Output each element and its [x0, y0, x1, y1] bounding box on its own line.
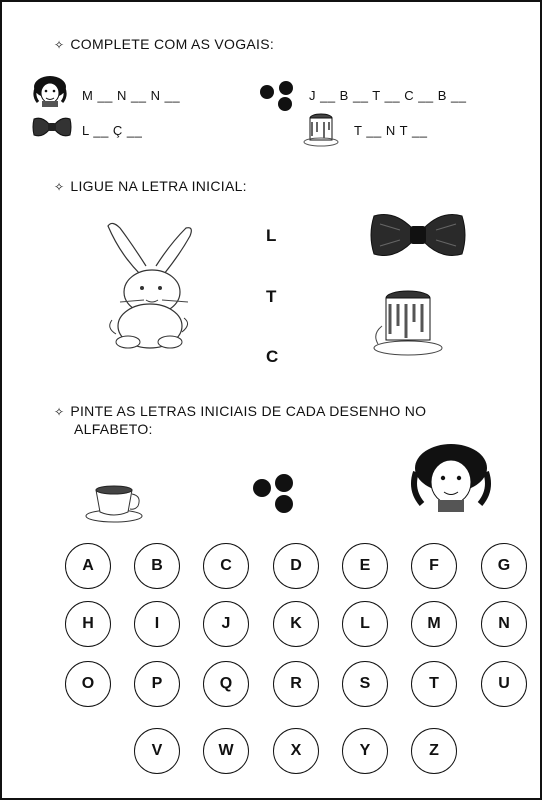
coffee-cup-icon	[84, 478, 148, 524]
alphabet-letter-o[interactable]: O	[65, 661, 111, 707]
bow-tie-icon	[32, 116, 72, 138]
paint-can-icon	[302, 110, 340, 148]
match-letter-t[interactable]: T	[266, 287, 277, 306]
bullet-icon: ✧	[54, 38, 65, 52]
alphabet-letter-x[interactable]: X	[273, 728, 319, 774]
alphabet-letter-j[interactable]: J	[203, 601, 249, 647]
girl-face-large-icon	[410, 442, 492, 514]
alphabet-letter-s[interactable]: S	[342, 661, 388, 707]
match-letter-l[interactable]: L	[266, 226, 277, 245]
match-letter-c[interactable]: C	[266, 347, 279, 366]
bullet-icon: ✧	[54, 405, 65, 419]
alphabet-letter-p[interactable]: P	[134, 661, 180, 707]
alphabet-letter-k[interactable]: K	[273, 601, 319, 647]
alphabet-letter-q[interactable]: Q	[203, 661, 249, 707]
alphabet-letter-i[interactable]: I	[134, 601, 180, 647]
alphabet-letter-f[interactable]: F	[411, 543, 457, 589]
bow-tie-large-icon	[370, 210, 466, 260]
alphabet-letter-z[interactable]: Z	[411, 728, 457, 774]
alphabet-letter-b[interactable]: B	[134, 543, 180, 589]
alphabet-letter-c[interactable]: C	[203, 543, 249, 589]
section1-heading: ✧ COMPLETE COM AS VOGAIS:	[54, 36, 275, 52]
section3-heading: ✧ PINTE AS LETRAS INICIAIS DE CADA DESENHO NO	[54, 403, 427, 419]
rabbit-icon	[100, 214, 200, 354]
alphabet-letter-u[interactable]: U	[481, 661, 527, 707]
alphabet-letter-h[interactable]: H	[65, 601, 111, 647]
alphabet-letter-r[interactable]: R	[273, 661, 319, 707]
alphabet-letter-d[interactable]: D	[273, 543, 319, 589]
bullet-icon: ✧	[54, 180, 65, 194]
alphabet-letter-w[interactable]: W	[203, 728, 249, 774]
alphabet-letter-v[interactable]: V	[134, 728, 180, 774]
section2-heading: ✧ LIGUE NA LETRA INICIAL:	[54, 178, 247, 194]
fill-word-2: J __ B __ T __ C __ B __	[309, 88, 467, 103]
alphabet-letter-t[interactable]: T	[411, 661, 457, 707]
three-dots-icon	[258, 80, 298, 114]
alphabet-letter-a[interactable]: A	[65, 543, 111, 589]
alphabet-letter-m[interactable]: M	[411, 601, 457, 647]
alphabet-letter-g[interactable]: G	[481, 543, 527, 589]
fill-word-3: L __ Ç __	[82, 123, 143, 138]
fill-word-1: M __ N __ N __	[82, 88, 181, 103]
alphabet-letter-n[interactable]: N	[481, 601, 527, 647]
three-dots-large-icon	[250, 472, 300, 516]
alphabet-letter-l[interactable]: L	[342, 601, 388, 647]
alphabet-letter-y[interactable]: Y	[342, 728, 388, 774]
alphabet-letter-e[interactable]: E	[342, 543, 388, 589]
paint-can-large-icon	[370, 288, 446, 358]
girl-face-icon	[32, 74, 68, 108]
section3-heading-line2: ALFABETO:	[74, 421, 153, 437]
fill-word-4: T __ N T __	[354, 123, 428, 138]
